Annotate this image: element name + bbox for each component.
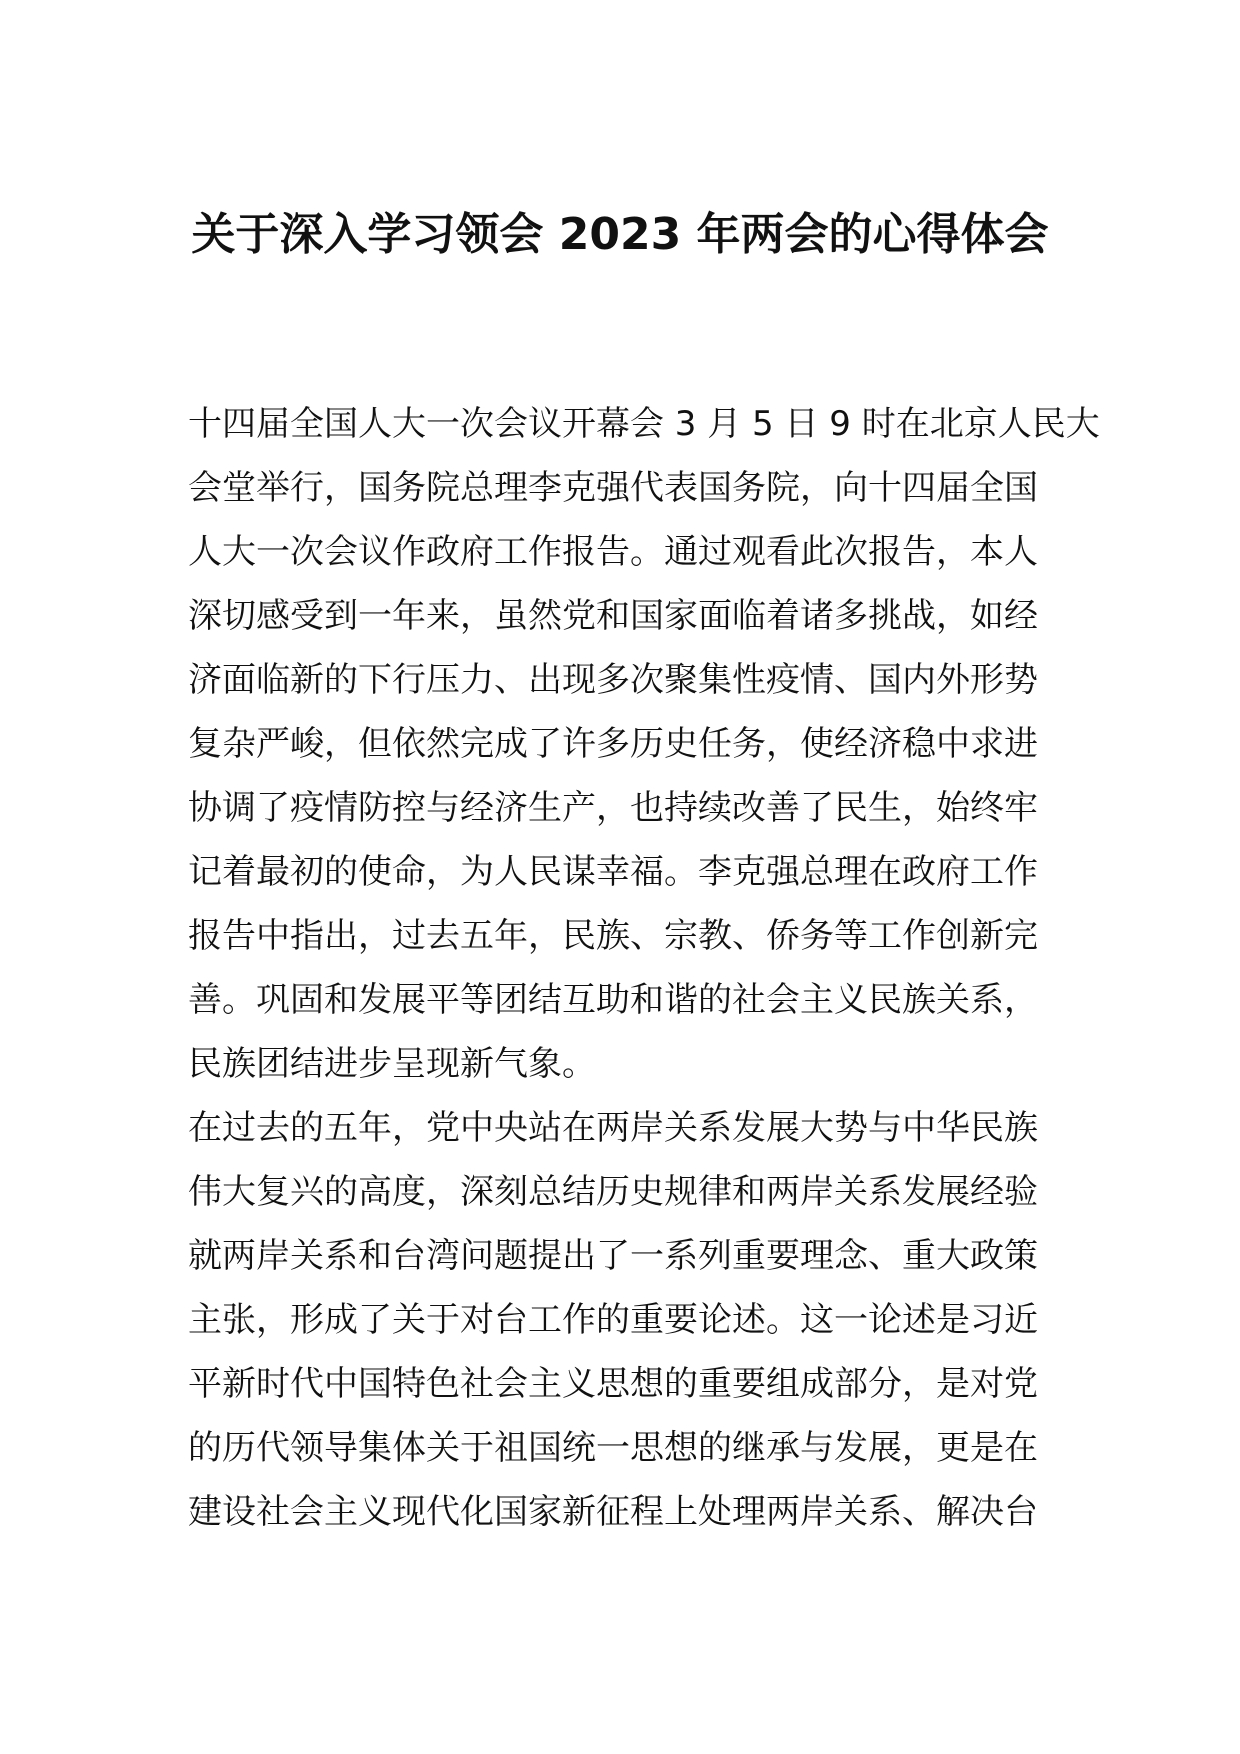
text-line: 善。巩固和发展平等团结互助和谐的社会主义民族关系，: [188, 980, 1038, 1020]
text-line: 民族团结进步呈现新气象。: [188, 1044, 596, 1084]
text-line: 平新时代中国特色社会主义思想的重要组成部分，是对党: [188, 1364, 1038, 1404]
text-line: 建设社会主义现代化国家新征程上处理两岸关系、解决台: [188, 1492, 1038, 1532]
text-line: 协调了疫情防控与经济生产，也持续改善了民生，始终牢: [188, 788, 1038, 828]
text-line: 记着最初的使命，为人民谋幸福。李克强总理在政府工作: [188, 852, 1038, 892]
text-line: 人大一次会议作政府工作报告。通过观看此次报告，本人: [188, 532, 1038, 572]
text-line: 的历代领导集体关于祖国统一思想的继承与发展，更是在: [188, 1428, 1038, 1468]
document-body: [188, 392, 1100, 1544]
text-line: 报告中指出，过去五年，民族、宗教、侨务等工作创新完: [188, 916, 1038, 956]
text-line: 就两岸关系和台湾问题提出了一系列重要理念、重大政策: [188, 1236, 1038, 1276]
text-line: 深切感受到一年来，虽然党和国家面临着诸多挑战，如经: [188, 596, 1038, 636]
text-line: 会堂举行，国务院总理李克强代表国务院，向十四届全国: [188, 468, 1038, 508]
text-line: 在过去的五年，党中央站在两岸关系发展大势与中华民族: [188, 1108, 1038, 1148]
text-line: 主张，形成了关于对台工作的重要论述。这一论述是习近: [188, 1300, 1038, 1340]
document-title: 关于深入学习领会 2023 年两会的心得体会: [191, 209, 1049, 260]
text-line: 复杂严峻，但依然完成了许多历史任务，使经济稳中求进: [188, 724, 1038, 764]
text-line: 伟大复兴的高度，深刻总结历史规律和两岸关系发展经验: [188, 1172, 1038, 1212]
text-line: 十四届全国人大一次会议开幕会 3 月 5 日 9 时在北京人民大: [188, 404, 1100, 444]
text-line: 济面临新的下行压力、出现多次聚集性疫情、国内外形势: [188, 660, 1038, 700]
